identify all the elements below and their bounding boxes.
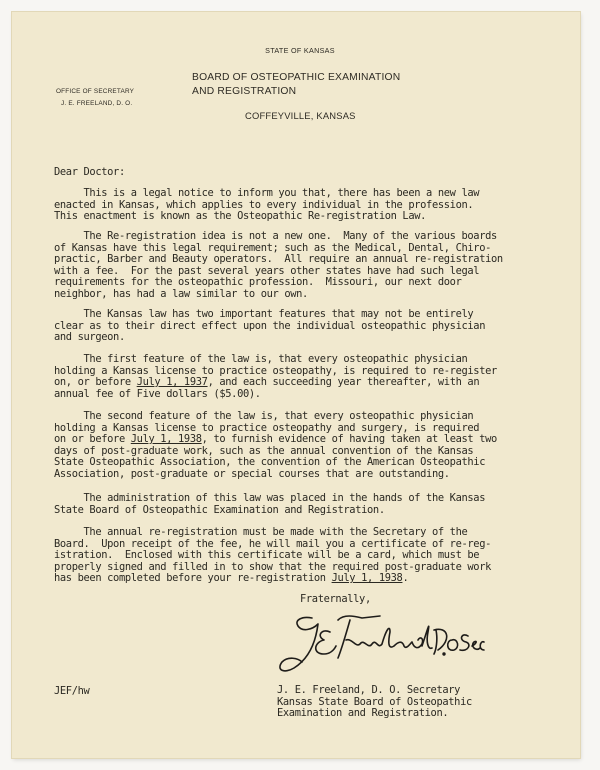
paragraph-line: clear as to their direct effect upon the individual osteopathic physician: [54, 319, 486, 332]
paragraph-7: [54, 527, 554, 585]
paragraph-4: [54, 354, 554, 400]
paragraph-line: with a fee. For the past several years other states have had such legal: [54, 264, 480, 277]
text-run: has been completed before your re-registration: [54, 572, 332, 585]
signer-organization-cont: Examination and Registration.: [277, 707, 449, 720]
signature-stroke: [472, 641, 480, 649]
paragraph-6: [54, 493, 554, 516]
signature-stroke: [480, 642, 484, 650]
letterhead-board-line1: BOARD OF OSTEOPATHIC EXAMINATION: [192, 72, 401, 83]
paragraph-line: The Re-registration idea is not a new one. Many of the various boards: [54, 230, 497, 242]
paragraph-line: requirements for the osteopathic profession. Missouri, our next door: [54, 276, 462, 289]
paragraph-line: istration. Enclosed with this certificate will be a card, which must be: [54, 549, 480, 562]
paragraph-line: annual fee of Five dollars ($5.00).: [54, 387, 261, 400]
paragraph-line: The Kansas law has two important features that may not be entirely: [54, 308, 474, 320]
deadline-date-1937: July 1, 1937: [136, 376, 208, 389]
paragraph-line: practic, Barber and Beauty operators. All require an annual re-registration: [54, 253, 503, 266]
paragraph-3: [54, 309, 554, 344]
signature-stroke: [448, 640, 458, 650]
office-secretary-name: J. E. FREELAND, D. O.: [61, 100, 133, 107]
text-run: on, or before: [54, 376, 137, 389]
typist-initials: JEF/hw: [54, 685, 90, 697]
paragraph-line: holding a Kansas license to practice osteopathy and surgery, is required: [54, 421, 480, 434]
signer-organization: Kansas State Board of Osteopathic: [277, 695, 472, 708]
signature-stroke: [460, 635, 469, 650]
signature-stroke: [434, 629, 447, 654]
signature-stroke: [316, 631, 336, 654]
signer-name: J. E. Freeland, D. O. Secretary: [277, 684, 461, 696]
signature-block: [277, 685, 472, 720]
text-run: on or before: [54, 433, 131, 446]
paragraph-line: The second feature of the law is, that every osteopathic physician: [54, 410, 474, 422]
letterhead-state: STATE OF KANSAS: [265, 46, 335, 55]
paragraph-line: [54, 573, 554, 585]
paragraph-line: This enactment is known as the Osteopathic Re-registration Law.: [54, 210, 427, 223]
paragraph-line: State Osteopathic Association, the convention of the American Osteopathic: [54, 456, 486, 469]
paragraph-line: This is a legal notice to inform you that, there has been a new law: [54, 187, 480, 199]
paragraph-5: [54, 411, 554, 481]
paragraph-line: Board. Upon receipt of the fee, he will mail you a certificate of re-reg-: [54, 537, 492, 550]
salutation: Dear Doctor:: [54, 166, 125, 178]
deadline-date-1938: July 1, 1938: [130, 433, 202, 446]
text-run: .: [402, 572, 409, 585]
signature-stroke: [443, 653, 445, 655]
signature-stroke: [422, 626, 432, 648]
paragraph-line: properly signed and filled in to show that the required post-graduate work: [54, 560, 492, 573]
closing: Fraternally,: [300, 593, 371, 605]
paragraph-line: The annual re-registration must be made with the Secretary of the: [54, 526, 468, 538]
deadline-date-1938-repeat: July 1, 1938: [331, 572, 403, 585]
paragraph-2: [54, 231, 554, 301]
office-label: OFFICE OF SECRETARY: [56, 88, 135, 95]
handwritten-signature: [272, 610, 487, 680]
paragraph-line: holding a Kansas license to practice osteopathy, is required to re-register: [54, 364, 497, 377]
paragraph-line: days of post-graduate work, such as the annual convention of the Kansas: [54, 444, 474, 457]
signature-stroke: [338, 616, 380, 620]
letterhead-board-line2: AND REGISTRATION: [192, 86, 297, 97]
letterhead-city: COFFEYVILLE, KANSAS: [245, 110, 356, 121]
paragraph-line: State Board of Osteopathic Examination and Registration.: [54, 503, 385, 516]
signature-stroke: [346, 628, 423, 647]
paragraph-line: and surgeon.: [54, 331, 125, 344]
paragraph-line: neighbor, has had a law similar to our own.: [54, 287, 308, 300]
signature-stroke: [338, 620, 350, 658]
paragraph-line: The administration of this law was placed in the hands of the Kansas: [54, 492, 486, 504]
paragraph-line: of Kansas have this legal requirement; such as the Medical, Dental, Chiro-: [54, 241, 492, 254]
paragraph-line: Association, post-graduate or special courses that are outstanding.: [54, 467, 450, 480]
paragraph-line: The first feature of the law is, that every osteopathic physician: [54, 353, 468, 365]
signature-stroke: [280, 617, 318, 670]
paragraph-1: [54, 188, 554, 223]
paragraph-line: enacted in Kansas, which applies to every individual in the profession.: [54, 198, 474, 211]
text-run: , and each succeeding year thereafter, with an: [207, 376, 480, 389]
text-run: , to furnish evidence of having taken at least two: [201, 433, 497, 446]
